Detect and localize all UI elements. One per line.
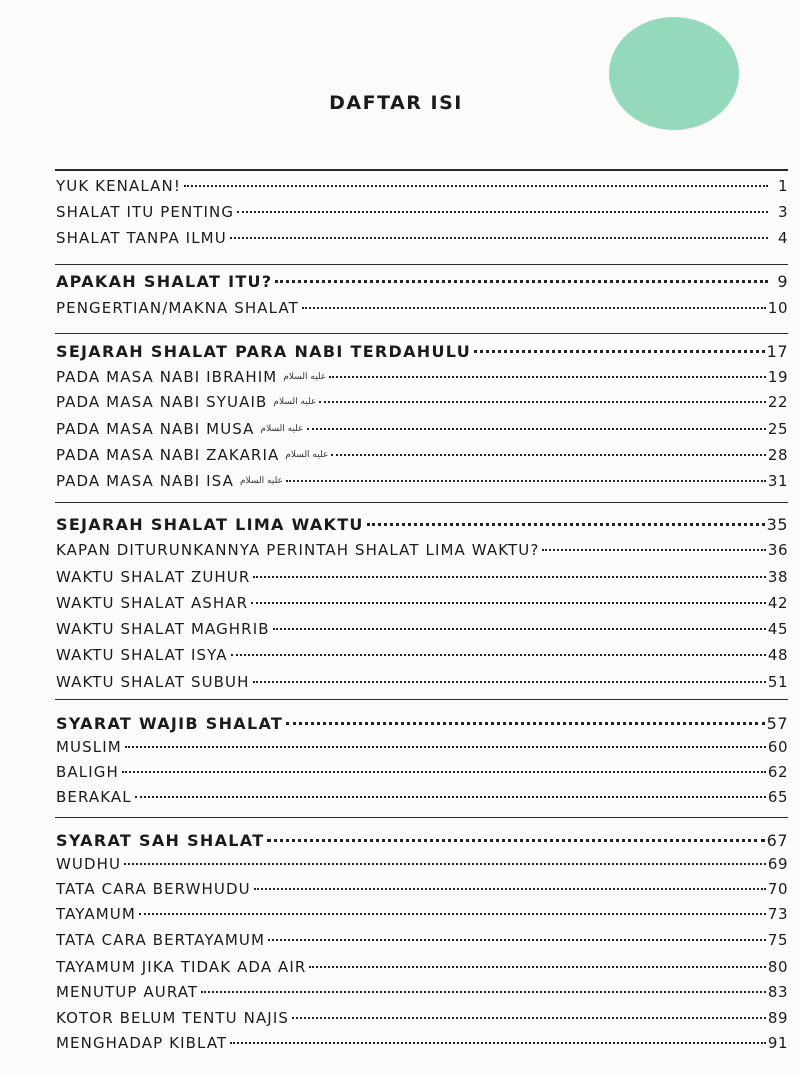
toc-page-number: 45 <box>767 620 788 638</box>
toc-entry-label: MENUTUP AURAT <box>56 983 199 1001</box>
toc-page-number: 31 <box>767 472 788 490</box>
toc-page-number: 62 <box>767 763 788 781</box>
dot-leader <box>474 350 765 353</box>
dot-leader <box>254 888 766 890</box>
honorific-glyph: عليه السلام <box>283 372 327 382</box>
page-title: DAFTAR ISI <box>329 92 463 114</box>
toc-entry-label: MENGHADAP KIBLAT <box>56 1034 228 1052</box>
toc-page-number: 22 <box>767 393 788 411</box>
toc-page-number: 67 <box>766 831 788 850</box>
toc-entry-label: WAKTU SHALAT MAGHRIB <box>56 620 270 638</box>
toc-page-number: 70 <box>767 880 788 898</box>
toc-entry-label: TAYAMUM JIKA TIDAK ADA AIR <box>56 958 307 976</box>
toc-entry-row[interactable] <box>56 446 788 470</box>
toc-entry-label: KAPAN DITURUNKANNYA PERINTAH SHALAT LIMA WAKTU? <box>56 541 540 559</box>
toc-page-number: 28 <box>767 446 788 464</box>
toc-entry-label: WAKTU SHALAT SUBUH <box>56 673 250 691</box>
toc-page-number: 17 <box>766 342 788 361</box>
toc-entry-row[interactable] <box>56 541 788 565</box>
toc-page-number: 89 <box>767 1009 788 1027</box>
toc-entry-row[interactable] <box>56 299 788 323</box>
dot-leader <box>253 576 766 578</box>
dot-leader <box>184 185 768 187</box>
dot-leader <box>329 376 766 378</box>
toc-page-number: 35 <box>766 515 788 534</box>
dot-leader <box>286 722 765 725</box>
toc-page-number: 65 <box>767 788 788 806</box>
dot-leader <box>201 991 766 993</box>
toc-entry-row[interactable] <box>56 931 788 955</box>
dot-leader <box>275 280 768 283</box>
toc-entry-row[interactable] <box>56 368 788 392</box>
toc-entry-label: TATA CARA BERTAYAMUM <box>56 931 266 949</box>
dot-leader <box>331 454 766 456</box>
toc-entry-row[interactable] <box>56 983 788 1007</box>
dot-leader <box>124 863 766 865</box>
toc-page-number: 69 <box>767 855 788 873</box>
toc-entry-label: KOTOR BELUM TENTU NAJIS <box>56 1009 289 1027</box>
dot-leader <box>286 480 766 482</box>
toc-section-row[interactable] <box>56 714 788 738</box>
dot-leader <box>292 1017 766 1019</box>
toc-page-number: 57 <box>766 714 788 733</box>
toc-entry-label: BERAKAL <box>56 788 132 806</box>
toc-entry-row[interactable] <box>56 646 788 670</box>
dot-leader <box>122 771 766 773</box>
honorific-glyph: عليه السلام <box>285 450 329 460</box>
toc-entry-label: SYARAT SAH SHALAT <box>56 831 265 850</box>
toc-entry-label: SYARAT WAJIB SHALAT <box>56 714 284 733</box>
dot-leader <box>125 746 766 748</box>
toc-page-number: 19 <box>767 368 788 386</box>
toc-page-number: 48 <box>767 646 788 664</box>
toc-entry-label: YUK KENALAN! <box>56 177 181 195</box>
dot-leader <box>251 602 766 604</box>
dot-leader <box>230 237 768 239</box>
dot-leader <box>367 523 765 526</box>
toc-entry-row[interactable] <box>56 594 788 618</box>
toc-entry-label: SEJARAH SHALAT PARA NABI TERDAHULU <box>56 342 472 361</box>
toc-page-number: 25 <box>767 420 788 438</box>
dot-leader <box>307 428 766 430</box>
toc-entry-row[interactable] <box>56 420 788 444</box>
toc-entry-row[interactable] <box>56 1034 788 1058</box>
toc-entry-row[interactable] <box>56 905 788 929</box>
toc-page-number: 91 <box>767 1034 788 1052</box>
honorific-glyph: عليه السلام <box>239 476 283 486</box>
toc-page-number: 83 <box>767 983 788 1001</box>
toc-entry-label: PENGERTIAN/MAKNA SHALAT <box>56 299 299 317</box>
toc-entry-row[interactable] <box>56 203 788 227</box>
honorific-glyph: عليه السلام <box>260 424 304 434</box>
toc-entry-row[interactable] <box>56 472 788 496</box>
toc-entry-row[interactable] <box>56 880 788 904</box>
honorific-glyph: عليه السلام <box>273 397 317 407</box>
dot-leader <box>302 307 766 309</box>
toc-entry-row[interactable] <box>56 738 788 762</box>
dot-leader <box>273 628 766 630</box>
toc-section-row[interactable] <box>56 831 788 855</box>
toc-entry-label: PADA MASA NABI ISA <box>56 472 234 490</box>
toc-page-number: 73 <box>767 905 788 923</box>
toc-entry-label: TATA CARA BERWHUDU <box>56 880 251 898</box>
toc-entry-label: APAKAH SHALAT ITU? <box>56 272 273 291</box>
dot-leader <box>237 211 768 213</box>
toc-page-number: 51 <box>767 673 788 691</box>
toc-entry-label: WAKTU SHALAT ASHAR <box>56 594 249 612</box>
toc-entry-label: SHALAT TANPA ILMU <box>56 229 227 247</box>
toc-entry-label: SHALAT ITU PENTING <box>56 203 235 221</box>
toc-page-number: 9 <box>777 272 788 291</box>
toc-entry-row[interactable] <box>56 177 788 201</box>
dot-leader <box>253 681 766 683</box>
toc-entry-row[interactable] <box>56 763 788 787</box>
toc-entry-label: TAYAMUM <box>56 905 136 923</box>
toc-entry-row[interactable] <box>56 958 788 982</box>
toc-page-number: 60 <box>767 738 788 756</box>
dot-leader <box>309 966 765 968</box>
toc-entry-row[interactable] <box>56 788 788 812</box>
toc-entry-label: PADA MASA NABI IBRAHIM <box>56 368 278 386</box>
toc-page-number: 4 <box>777 229 788 247</box>
dot-leader <box>135 796 766 798</box>
dot-leader <box>319 401 766 403</box>
toc-page-number: 38 <box>767 568 788 586</box>
toc-entry-label: PADA MASA NABI MUSA <box>56 420 255 438</box>
toc-entry-label: MUSLIM <box>56 738 122 756</box>
toc-entry-row[interactable] <box>56 229 788 253</box>
dot-leader <box>139 913 766 915</box>
toc-page-number: 75 <box>767 931 788 949</box>
toc-page-number: 42 <box>767 594 788 612</box>
toc-entry-label: WAKTU SHALAT ISYA <box>56 646 228 664</box>
dot-leader <box>230 1042 766 1044</box>
toc-entry-label: SEJARAH SHALAT LIMA WAKTU <box>56 515 364 534</box>
dot-leader <box>268 939 766 941</box>
toc-entry-label: BALIGH <box>56 763 119 781</box>
toc-entry-label: WUDHU <box>56 855 122 873</box>
toc-page-number: 3 <box>777 203 788 221</box>
toc-entry-label: WAKTU SHALAT ZUHUR <box>56 568 251 586</box>
dot-leader <box>267 839 764 842</box>
toc-page-number: 10 <box>767 299 788 317</box>
toc-entry-row[interactable] <box>56 855 788 879</box>
toc-entry-row[interactable] <box>56 393 788 417</box>
toc-entry-row[interactable] <box>56 1009 788 1033</box>
toc-section-row[interactable] <box>56 342 788 366</box>
dot-leader <box>542 549 766 551</box>
toc-entry-row[interactable] <box>56 673 788 697</box>
toc-page-number: 1 <box>777 177 788 195</box>
toc-entry-row[interactable] <box>56 568 788 592</box>
toc-section-row[interactable] <box>56 515 788 539</box>
toc-section-row[interactable] <box>56 272 788 296</box>
toc-page-number: 80 <box>767 958 788 976</box>
dot-leader <box>231 654 766 656</box>
toc-entry-label: PADA MASA NABI ZAKARIA <box>56 446 280 464</box>
toc-entry-label: PADA MASA NABI SYUAIB <box>56 393 268 411</box>
toc-entry-row[interactable] <box>56 620 788 644</box>
toc-page-number: 36 <box>767 541 788 559</box>
